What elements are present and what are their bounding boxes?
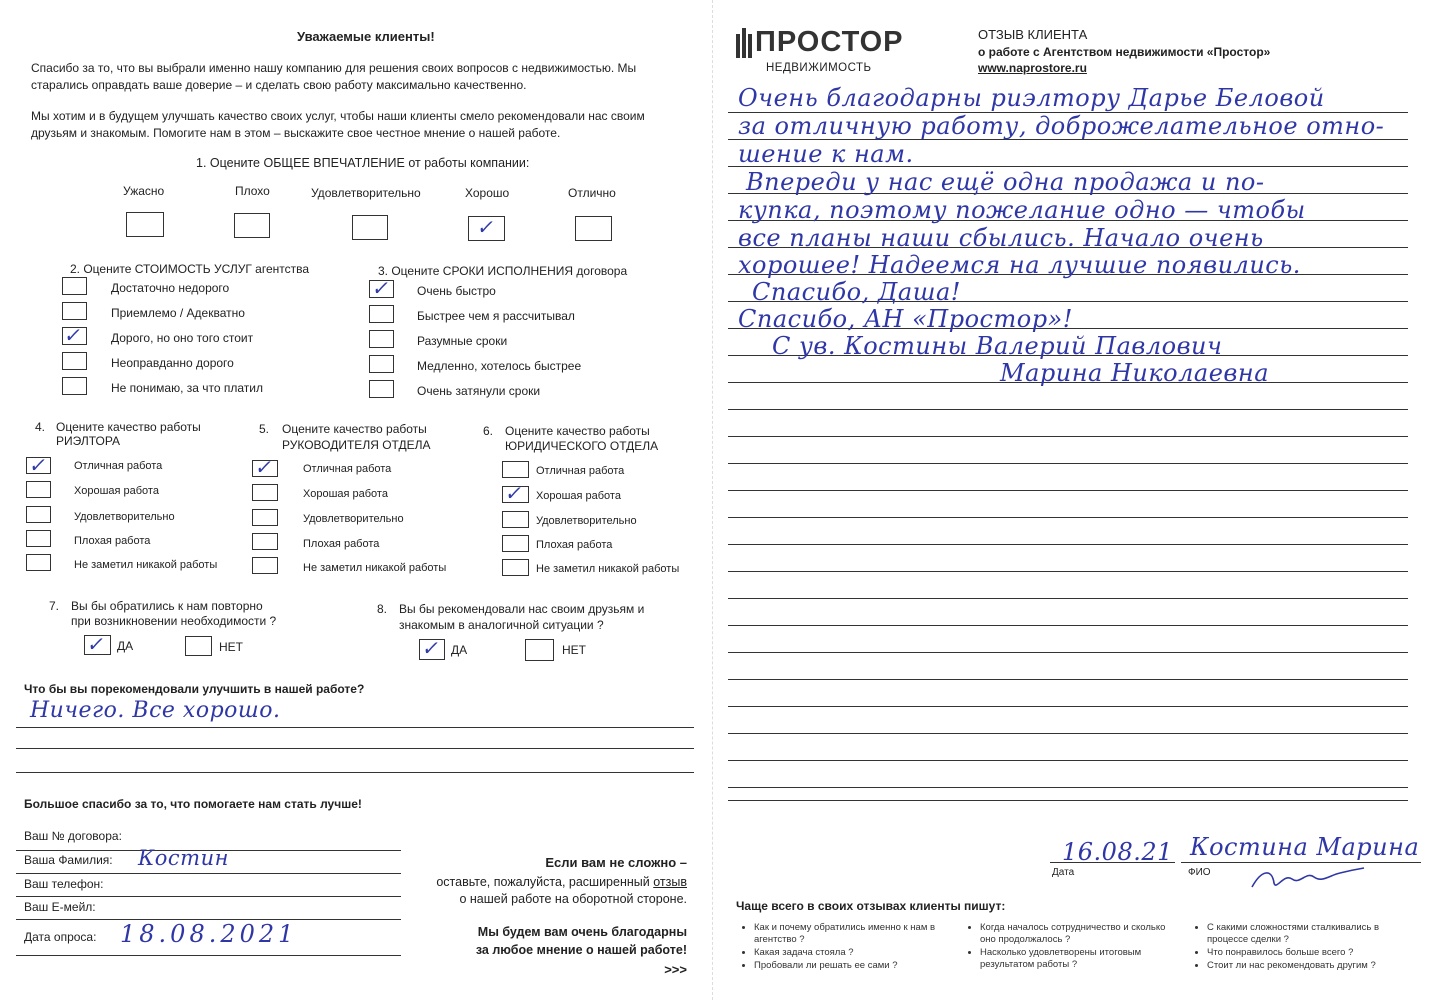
q6-option-label: Отличная работа [536, 465, 625, 477]
answer-line [16, 772, 694, 773]
q7-number: 7. [49, 599, 60, 613]
q4-option-label: Отличная работа [74, 460, 163, 472]
q8-label: Вы бы рекомендовали нас своим друзьям и [399, 602, 645, 616]
check-mark-icon: ✓ [253, 455, 276, 479]
check-mark-icon: ✓ [475, 215, 498, 239]
ruled-line [728, 733, 1408, 734]
q4-option-label: Не заметил никакой работы [74, 559, 218, 571]
q8-label-2: знакомым в аналогичной ситуации ? [399, 618, 604, 632]
tips-column-3 [1193, 922, 1403, 973]
page-title: Уважаемые клиенты! [297, 29, 435, 44]
ruled-line [728, 544, 1408, 545]
q4-checkbox[interactable] [26, 481, 51, 498]
ruled-line [728, 571, 1408, 572]
thanks-heading: Большое спасибо за то, что помогаете нам стать лучше! [24, 797, 362, 811]
ruled-line [728, 463, 1408, 464]
surname-value[interactable]: Костин [138, 846, 229, 870]
q2-option-label: Неоправданно дорого [111, 356, 234, 370]
q5-checkbox[interactable] [252, 557, 278, 574]
q6-option-label: Плохая работа [536, 539, 613, 551]
review-line: Впереди у нас ещё одна продажа и по- [746, 168, 1265, 196]
review-line: С ув. Костины Валерий Павлович [772, 332, 1223, 360]
tips-column-1 [740, 922, 950, 973]
improve-answer[interactable]: Ничего. Все хорошо. [30, 698, 281, 723]
q2-option-label: Не понимаю, за что платил [111, 381, 264, 395]
q5-option-label: Не заметил никакой работы [303, 562, 447, 574]
tip-item: • Как и почему обратились именно к нам в агентство ? [754, 922, 950, 946]
phone-label: Ваш телефон: [24, 877, 104, 891]
q3-option-label: Разумные сроки [417, 334, 508, 348]
q6-checkbox[interactable] [502, 559, 529, 576]
check-mark-icon: ✓ [503, 481, 526, 505]
date-label: Дата опроса: [24, 930, 97, 944]
q4-checkbox[interactable] [26, 530, 51, 547]
q5-label-role: РУКОВОДИТЕЛЯ ОТДЕЛА [282, 438, 431, 452]
aside-thanks-2: за любое мнение о нашей работе! [475, 943, 687, 957]
q2-checkbox[interactable] [62, 277, 87, 295]
tip-item: • Стоит ли нас рекомендовать другим ? [1207, 960, 1403, 972]
q3-checkbox[interactable] [369, 355, 394, 373]
tip-item: • Пробовали ли решать ее сами ? [754, 960, 950, 972]
page-divider [712, 0, 713, 1000]
q3-option-label: Медленно, хотелось быстрее [417, 359, 582, 373]
ruled-line [728, 436, 1408, 437]
q5-label: Оцените качество работы [282, 422, 427, 436]
q3-checkbox[interactable] [369, 305, 394, 323]
q1-checkbox[interactable] [126, 212, 164, 237]
tips-heading: Чаще всего в своих отзывах клиенты пишут: [736, 899, 1006, 913]
q1-option-label: Ужасно [123, 184, 165, 198]
ruled-line [728, 679, 1408, 680]
q2-label: 2. Оцените СТОИМОСТЬ УСЛУГ агентства [70, 262, 310, 276]
next-page-arrows[interactable]: >>> [664, 962, 687, 977]
review-header-subtitle: о работе с Агентством недвижимости «Простор» [978, 45, 1271, 59]
review-line: шение к нам. [738, 140, 914, 168]
q1-label: 1. Оцените ОБЩЕЕ ВПЕЧАТЛЕНИЕ от работы компании: [196, 156, 530, 170]
surname-label: Ваша Фамилия: [24, 853, 113, 867]
ruled-line [728, 706, 1408, 707]
surname-field [16, 873, 401, 874]
tip-item: • Насколько удовлетворены итоговым результатом работы ? [980, 947, 1176, 971]
tips-column-2 [966, 922, 1176, 972]
q5-option-label: Хорошая работа [303, 488, 388, 500]
check-mark-icon: ✓ [27, 453, 50, 477]
q2-checkbox[interactable] [62, 377, 87, 395]
review-line: хорошее! Надеемся на лучшие появились. [738, 251, 1301, 279]
q5-number: 5. [259, 422, 270, 436]
q8-no-label: НЕТ [562, 643, 586, 657]
improve-label: Что бы вы порекомендовали улучшить в нашей работе? [24, 682, 365, 696]
tip-item: • Что понравилось больше всего ? [1207, 947, 1403, 959]
aside-text-2: о нашей работе на оборотной стороне. [459, 892, 687, 906]
review-line: купка, поэтому пожелание одно — чтобы [738, 196, 1306, 224]
q5-option-label: Удовлетворительно [303, 513, 404, 525]
fio-signature-line [1181, 862, 1421, 863]
q6-checkbox[interactable] [502, 511, 529, 528]
q1-checkbox[interactable] [234, 213, 270, 238]
q2-option-label: Приемлемо / Адекватно [111, 306, 245, 320]
q1-option-label: Хорошо [465, 186, 510, 200]
q7-no-checkbox[interactable] [185, 636, 212, 656]
intro-paragraph-1: Спасибо за то, что вы выбрали именно нашу компанию для решения своих вопросов с недвижимостью. Мы старались оправдать ваше доверие – и сделать свою работу максимально качественно. [31, 61, 637, 92]
review-line: Спасибо, Даша! [752, 278, 961, 306]
q4-option-label: Удовлетворительно [74, 511, 175, 523]
answer-line [16, 727, 694, 728]
q6-option-label: Не заметил никакой работы [536, 563, 680, 575]
ruled-line [728, 409, 1408, 410]
q1-option-label: Отлично [568, 186, 616, 200]
q3-checkbox[interactable] [369, 380, 394, 398]
q1-checkbox[interactable] [575, 216, 612, 241]
contract-label: Ваш № договора: [24, 829, 122, 843]
signature-date[interactable]: 16.08.21 [1062, 838, 1173, 866]
q3-option-label: Быстрее чем я рассчитывал [417, 309, 575, 323]
logo-mark-icon [736, 28, 752, 58]
aside-heading: Если вам не сложно – [545, 855, 687, 870]
q6-checkbox[interactable] [502, 461, 529, 478]
intro-paragraph-2: Мы хотим и в будущем улучшать качество своих услуг, чтобы наши клиенты смело рекомендовали нас своим друзьям и знакомым. Помогите нам в этом – выскажите свое честное мнение о нашей работе. [31, 109, 645, 140]
q5-checkbox[interactable] [252, 533, 278, 550]
q4-label-role: РИЭЛТОРА [56, 434, 121, 448]
website-link[interactable]: www.naprostore.ru [978, 61, 1087, 75]
review-line: Очень благодарны риэлтору Дарье Беловой [738, 84, 1325, 112]
ruled-line [728, 800, 1408, 801]
aside-text [436, 875, 687, 889]
q1-option-label: Удовлетворительно [311, 186, 421, 200]
q3-option-label: Очень затянули сроки [417, 384, 541, 398]
q6-option-label: Хорошая работа [536, 490, 621, 502]
review-line: за отличную работу, доброжелательное отно- [738, 112, 1385, 140]
ruled-line [728, 490, 1408, 491]
q6-label: Оцените качество работы [505, 424, 650, 438]
q4-option-label: Хорошая работа [74, 485, 159, 497]
q5-option-label: Отличная работа [303, 463, 392, 475]
review-link[interactable]: отзыв [653, 875, 687, 889]
q3-checkbox[interactable] [369, 330, 394, 348]
aside-thanks-1: Мы будем вам очень благодарны [477, 925, 687, 939]
q2-checkbox[interactable] [62, 302, 87, 320]
q7-yes-label: ДА [117, 639, 134, 653]
email-label: Ваш Е-мейл: [24, 900, 96, 914]
review-line: Марина Николаевна [1000, 359, 1269, 387]
q2-option-label: Дорого, но оно того стоит [111, 331, 254, 345]
q3-option-label: Очень быстро [417, 284, 496, 298]
q6-number: 6. [483, 424, 494, 438]
fio-caption: ФИО [1188, 867, 1211, 878]
q5-option-label: Плохая работа [303, 538, 380, 550]
q7-label: Вы бы обратились к нам повторно [71, 599, 263, 613]
tip-item: • Какая задача стояла ? [754, 947, 950, 959]
ruled-line [728, 517, 1408, 518]
tip-item: • С какими сложностями сталкивались в процессе сделки ? [1207, 922, 1403, 946]
q8-number: 8. [377, 602, 388, 616]
date-caption: Дата [1052, 867, 1075, 878]
ruled-line [728, 625, 1408, 626]
review-header-title: ОТЗЫВ КЛИЕНТА [978, 27, 1088, 42]
date-value[interactable]: 18.08.2021 [120, 920, 298, 948]
aside-text-part: оставьте, пожалуйста, расширенный [436, 875, 650, 889]
check-mark-icon: ✓ [85, 632, 108, 656]
q3-label: 3. Оцените СРОКИ ИСПОЛНЕНИЯ договора [378, 264, 628, 278]
q4-label: Оцените качество работы [56, 420, 201, 434]
q6-label-role: ЮРИДИЧЕСКОГО ОТДЕЛА [505, 439, 659, 453]
q6-checkbox[interactable] [502, 535, 529, 552]
check-mark-icon: ✓ [420, 636, 443, 660]
logo-text: ПРОСТОР [755, 26, 904, 58]
q7-no-label: НЕТ [219, 640, 243, 654]
ruled-line [728, 787, 1408, 788]
date-signature-line [1050, 862, 1175, 863]
q4-checkbox[interactable] [26, 554, 51, 571]
q6-option-label: Удовлетворительно [536, 515, 637, 527]
answer-line [16, 748, 694, 749]
q5-checkbox[interactable] [252, 509, 278, 526]
q1-option-label: Плохо [235, 184, 270, 198]
ruled-line [728, 760, 1408, 761]
q4-checkbox[interactable] [26, 506, 51, 523]
q5-checkbox[interactable] [252, 484, 278, 501]
q4-number: 4. [35, 420, 46, 434]
handwritten-signature [1248, 865, 1368, 895]
check-mark-icon: ✓ [62, 323, 85, 347]
q1-checkbox[interactable] [352, 215, 388, 240]
q2-option-label: Достаточно недорого [111, 281, 230, 295]
logo-subtitle: НЕДВИЖИМОСТЬ [766, 62, 872, 74]
signature-name[interactable]: Костина Марина [1190, 833, 1420, 861]
q7-label-2: при возникновении необходимости ? [71, 614, 277, 628]
q2-checkbox[interactable] [62, 352, 87, 370]
q8-no-checkbox[interactable] [525, 639, 554, 661]
ruled-line [728, 598, 1408, 599]
q4-option-label: Плохая работа [74, 535, 151, 547]
q8-yes-label: ДА [451, 643, 468, 657]
date-field [16, 955, 401, 956]
review-line: Спасибо, АН «Простор»! [738, 305, 1073, 333]
review-line: все планы наши сбылись. Начало очень [738, 224, 1264, 252]
tip-item: • Когда началось сотрудничество и сколько оно продолжалось ? [980, 922, 1176, 946]
phone-field[interactable] [16, 896, 401, 897]
ruled-line [728, 652, 1408, 653]
check-mark-icon: ✓ [370, 276, 393, 300]
